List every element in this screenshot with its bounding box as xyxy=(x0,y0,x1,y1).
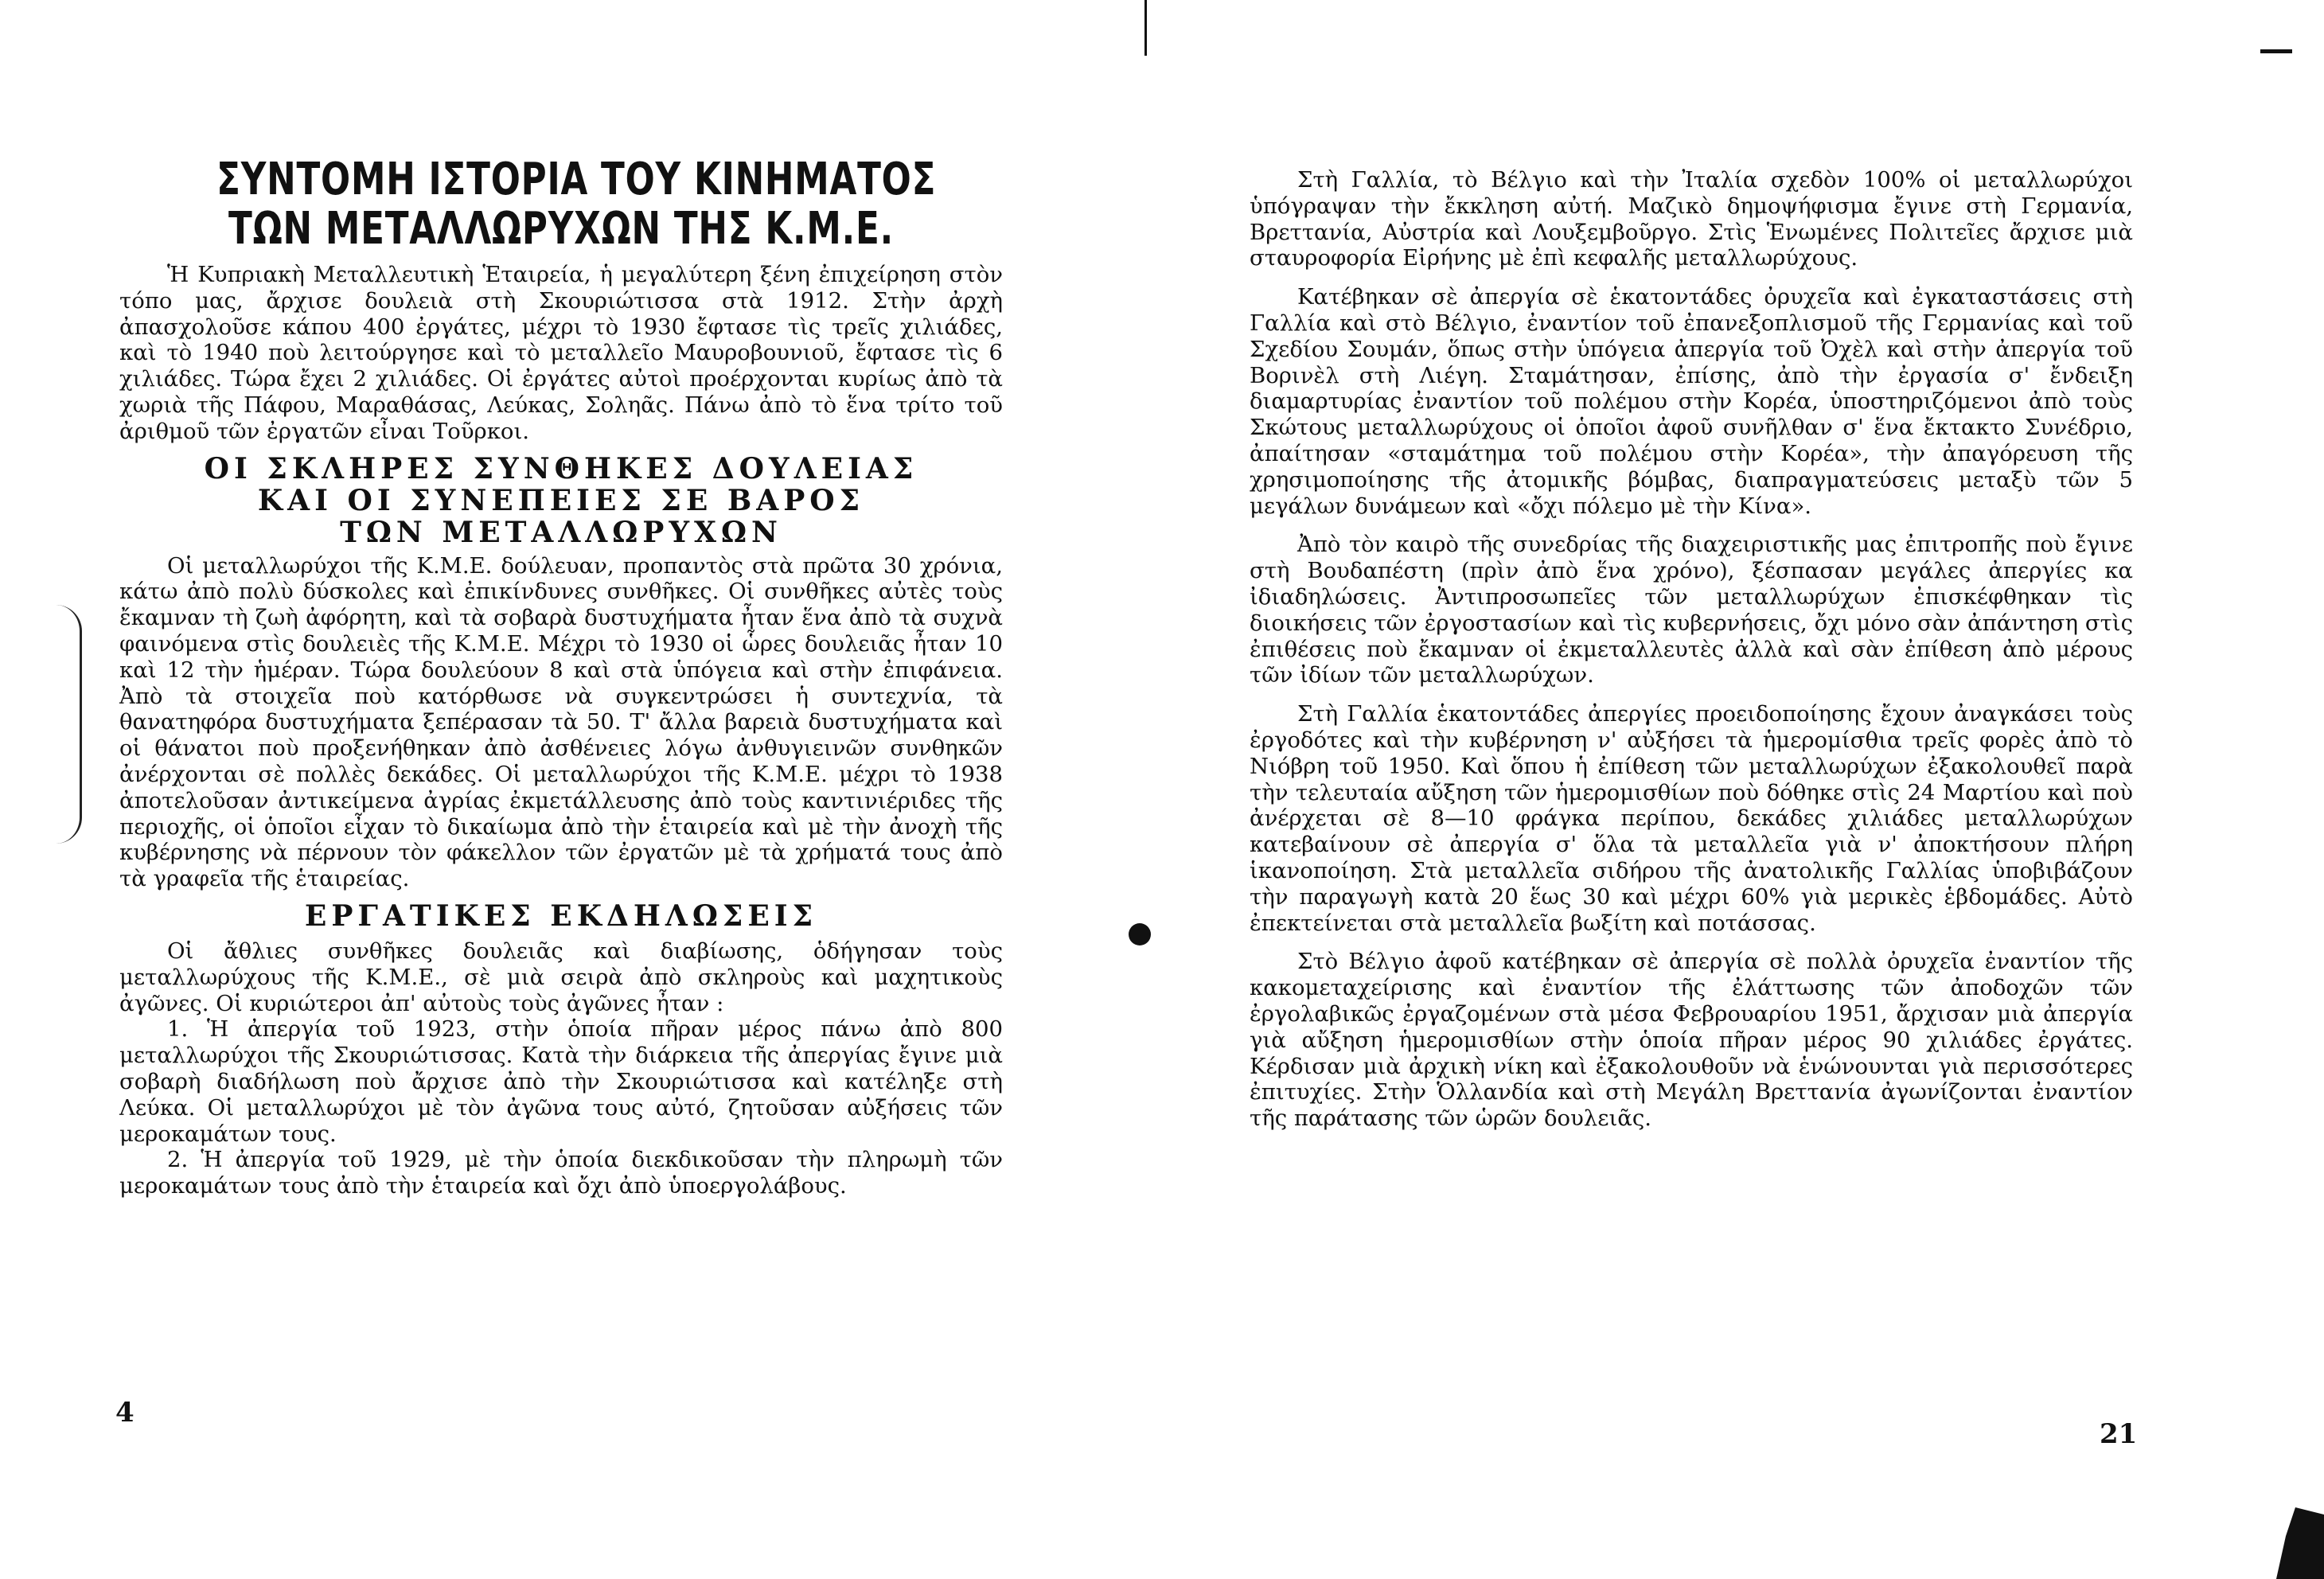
pen-bracket-mark xyxy=(56,605,82,844)
page-number-right: 21 xyxy=(2100,1418,2138,1450)
section1-title-line-1: ΟΙ ΣΚΛΗΡΕΣ ΣΥΝΘΗΚΕΣ ΔΟΥΛΕΙΑΣ xyxy=(204,451,918,485)
main-title-line-2: ΤΩΝ ΜΕΤΑΛΛΩΡΥΧΩΝ ΤΗΣ Κ.Μ.Ε. xyxy=(228,203,894,255)
page-number-left: 4 xyxy=(115,1397,135,1429)
section1-paragraph: Οἱ μεταλλωρύχοι τῆς Κ.Μ.Ε. δούλευαν, προπαντὸς στὰ πρῶτα 30 χρόνια, κάτω ἀπὸ πολὺ δύσκολες καὶ ἐπικίνδυνες συνθῆκες. Οἱ συνθῆκες αὐτὲς τοὺς ἔκαμναν τὴ ζωὴ ἀφόρητη, καὶ τὰ σοβαρὰ δυστυχήματα ἦταν ἕνα ἀπὸ τὰ συχνὰ φαινόμενα στὶς δουλειὲς τῆς Κ.Μ.Ε. Μέχρι τὸ 1930 οἱ ὧρες δουλειᾶς ἦταν 10 καὶ 12 τὴν ἡμέραν. Τώρα δουλεύουν 8 καὶ στὰ ὑπόγεια καὶ στὴν ἐπιφάνεια. Ἀπὸ τὰ στοιχεῖα ποὺ κατόρθωσε νὰ συγκεντρώσει ἡ συντεχνία, τὰ θανατηφόρα δυστυχήματα ξεπέρασαν τὰ 50. Τ' ἄλλα βαρειὰ δυστυχήματα καὶ οἱ θάνατοι ποὺ προξενήθηκαν ἀπὸ ἀσθένειες λόγω ἀνθυγιεινῶν συνθηκῶν ἀνέρχονται σὲ πολλὲς δεκάδες. Οἱ μεταλλωρύχοι τῆς Κ.Μ.Ε. μέχρι τὸ 1938 ἀποτελοῦσαν ἀντικείμενα ἀγρίας ἐκμετάλλευσης ἀπὸ τοὺς καντινιέριδες τῆς περιοχῆς, οἱ ὁποῖοι εἶχαν τὸ δικαίωμα ἀπὸ τὴν ἑταιρεία καὶ μὲ τὴν ἀνοχὴ τῆς κυβέρνησης νὰ πέρνουν τὸν φάκελλον τῶν ἐργατῶν μὲ τὰ χρήματά τους ἀπὸ τὰ γραφεῖα τῆς ἑταιρείας. xyxy=(119,552,1003,892)
left-column xyxy=(119,155,1003,1199)
right-paragraph-2: Κατέβηκαν σὲ ἀπεργία σὲ ἑκατοντάδες ὀρυχεῖα καὶ ἐγκαταστάσεις στὴ Γαλλία καὶ στὸ Βέλγιο, ἐναντίον τοῦ ἐπανεξοπλισμοῦ τῆς Γερμανίας καὶ τοῦ Σχεδίου Σουμάν, ὅπως στὴν ὑπόγεια ἀπεργία τοῦ Ὀχὲλ καὶ στὴν ἀπεργία τοῦ Βορινὲλ στὴ Λιέγη. Σταμάτησαν, ἐπίσης, ἀπὸ τὴν ἐργασία σ' ἔνδειξη διαμαρτυρίας ἐναντίον τοῦ πολέμου στὴν Κορέα, ὑποστηριζόμενοι ἀπὸ τοὺς Σκώτους μεταλλωρύχους οἱ ὁποῖοι ἀφοῦ συνῆλθαν σ' ἕνα ἔκτακτο Συνέδριο, ἀπαίτησαν «σταμάτημα τοῦ πολέμου στὴν Κορέα», τὴν ἀπαγόρευση τῆς χρησιμοποίησης τῆς ἀτομικῆς βόμβας, διαπραγματεύσεις μεταξὺ τῶν 5 μεγάλων δυνάμεων καὶ «ὄχι πόλεμο μὲ τὴν Κίνα». xyxy=(1250,284,2133,519)
right-paragraph-1: Στὴ Γαλλία, τὸ Βέλγιο καὶ τὴν Ἰταλία σχεδὸν 100% οἱ μεταλλωρύχοι ὑπόγραψαν τὴν ἔκκληση αὐτή. Μαζικὸ δημοψήφισμα ἔγινε στὴ Γερμανία, Βρεττανία, Αὐστρία καὶ Λουξεμβοῦργο. Στὶς Ἑνωμένες Πολιτεῖες ἄρχισε μιὰ σταυροφορία Εἰρήνης μὲ ἐπὶ κεφαλῆς μεταλλωρύχους. xyxy=(1250,167,2133,271)
right-paragraph-5: Στὸ Βέλγιο ἀφοῦ κατέβηκαν σὲ ἀπεργία σὲ πολλὰ ὀρυχεῖα ἐναντίον τῆς κακομεταχείρισης καὶ ἐναντίον τῆς ἐλάττωσης τῶν ἀποδοχῶν τῶν ἐργολαβικῶς ἐργαζομένων στὰ μέσα Φεβρουαρίου 1951, ἄρχισαν μιὰ ἀπεργία γιὰ αὔξηση ἡμερομισθίων στὴν ὁποία πῆραν μέρος 90 χιλιάδες ἐργάτες. Κέρδισαν μιὰ ἀρχικὴ νίκη καὶ ἐξακολουθοῦν νὰ ἑνώνουνται γιὰ περισσότερες ἐπιτυχίες. Στὴν Ὁλλανδία καὶ στὴ Μεγάλη Βρεττανία ἀγωνίζονται ἐναντίον τῆς παράτασης τῶν ὡρῶν δουλειᾶς. xyxy=(1250,949,2133,1132)
section1-title-line-3: ΤΩΝ ΜΕΤΑΛΛΩΡΥΧΩΝ xyxy=(340,515,782,549)
right-paragraph-4: Στὴ Γαλλία ἑκατοντάδες ἀπεργίες προειδοποίησης ἔχουν ἀναγκάσει τοὺς ἐργοδότες καὶ τὴν κυβέρνηση ν' αὐξήσει τὰ ἡμερομίσθια τρεῖς φορὲς ἀπὸ τὸ Νιόβρη τοῦ 1950. Καὶ ὅπου ἡ ἐπίθεση τῶν μεταλλωρύχων ἐξακολουθεῖ παρὰ τὴν τελευταία αὔξηση τῶν ἡμερομισθίων ποὺ δόθηκε στὶς 24 Μαρτίου καὶ ποὺ ἀνέρχεται σὲ 8—10 φράγκα περίπου, δεκάδες χιλιάδες μεταλλωρύχων κατεβαίνουν σὲ ἀπεργία σ' ὅλα τὰ μεταλλεῖα γιὰ ν' ἀποκτήσουν πλήρη ἱκανοποίηση. Στὰ μεταλλεῖα σιδήρου τῆς ἀνατολικῆς Γαλλίας ὑποβιβάζουν τὴν παραγωγὴ κατὰ 20 ἕως 30 καὶ μέχρι 60% γιὰ μερικὲς ἑβδομάδες. Αὐτὸ ἐπεκτείνεται στὰ μεταλλεῖα βωξίτη καὶ ποτάσσας. xyxy=(1250,701,2133,936)
list-item-2: 2. Ἡ ἀπεργία τοῦ 1929, μὲ τὴν ὁποία διεκδικοῦσαν τὴν πληρωμὴ τῶν μεροκαμάτων τους ἀπὸ τὴν ἑταιρεία καὶ ὄχι ἀπὸ ὑποεργολάβους. xyxy=(119,1147,1003,1199)
section2-paragraph: Οἱ ἄθλιες συνθῆκες δουλειᾶς καὶ διαβίωσης, ὁδήγησαν τοὺς μεταλλωρύχους τῆς Κ.Μ.Ε., σὲ μιὰ σειρὰ ἀπὸ σκληροὺς καὶ μαχητικοὺς ἀγῶνες. Οἱ κυριώτεροι ἀπ' αὐτοὺς τοὺς ἀγῶνες ἦταν : xyxy=(119,938,1003,1016)
section2-title: ΕΡΓΑΤΙΚΕΣ ΕΚΔΗΛΩΣΕΙΣ xyxy=(304,899,818,933)
gutter-mark xyxy=(1144,0,1147,56)
right-paragraph-3: Ἀπὸ τὸν καιρὸ τῆς συνεδρίας τῆς διαχειριστικῆς μας ἐπιτροπῆς ποὺ ἔγινε στὴ Βουδαπέστη (πρὶν ἀπὸ ἕνα χρόνο), ξέσπασαν μεγάλες ἀπεργίες κα ἰδιαδηλώσεις. Ἀντιπροσωπεῖες τῶν μεταλλωρύχων ἐπισκέφθηκαν τὶς διοικήσεις τῶν ἐργοστασίων καὶ τὶς κυβερνήσεις, ὄχι μόνο σὰν ἀπάντηση στὶς ἐπιθέσεις ποὺ ἔκαμναν οἱ ἐκμεταλλευτὲς ἀλλὰ καὶ σὰν ἐπίθεση ἀπὸ μέρους τῶν ἰδίων τῶν μεταλλωρύχων. xyxy=(1250,532,2133,688)
left-page xyxy=(0,0,1146,1579)
scan-dash-mark xyxy=(2260,49,2292,53)
intro-paragraph: Ἡ Κυπριακὴ Μεταλλευτικὴ Ἑταιρεία, ἡ μεγαλύτερη ξένη ἐπιχείρηση στὸν τόπο μας, ἄρχισε δουλειὰ στὴ Σκουριώτισσα στὰ 1912. Στὴν ἀρχὴ ἀπασχολοῦσε κάπου 400 ἐργάτες, μέχρι τὸ 1930 ἔφτασε τὶς τρεῖς χιλιάδες, καὶ τὸ 1940 ποὺ λειτούργησε καὶ τὸ μεταλλεῖο Μαυροβουνιοῦ, ἔφτασε τὶς 6 χιλιάδες. Τώρα ἔχει 2 χιλιάδες. Οἱ ἐργάτες αὐτοὶ προέρχονται κυρίως ἀπὸ τὰ χωριὰ τῆς Πάφου, Μαραθάσας, Λεύκας, Σοληᾶς. Πάνω ἀπὸ τὸ ἕνα τρίτο τοῦ ἀριθμοῦ τῶν ἐργατῶν εἶναι Τοῦρκοι. xyxy=(119,262,1003,444)
right-column xyxy=(1250,167,2133,1144)
list-item-1: 1. Ἡ ἀπεργία τοῦ 1923, στὴν ὁποία πῆραν μέρος πάνω ἀπὸ 800 μεταλλωρύχοι τῆς Σκουριώτισσας. Κατὰ τὴν διάρκεια τῆς ἀπεργίας ἔγινε μιὰ σοβαρὴ διαδήλωση ποὺ ἄρχισε ἀπὸ τὴν Σκουριώτισσα καὶ κατέληξε στὴ Λεύκα. Οἱ μεταλλωρύχοι μὲ τὸν ἀγῶνα τους αὐτό, ζητοῦσαν αὐξήσεις τῶν μεροκαμάτων τους. xyxy=(119,1016,1003,1147)
ink-blot-mark xyxy=(1129,923,1151,945)
main-title-line-1: ΣΥΝΤΟΜΗ ΙΣΤΟΡΙΑ ΤΟΥ ΚΙΝΗΜΑΤΟΣ xyxy=(216,154,937,205)
section1-title-line-2: ΚΑΙ ΟΙ ΣΥΝΕΠΕΙΕΣ ΣΕ ΒΑΡΟΣ xyxy=(257,483,865,517)
